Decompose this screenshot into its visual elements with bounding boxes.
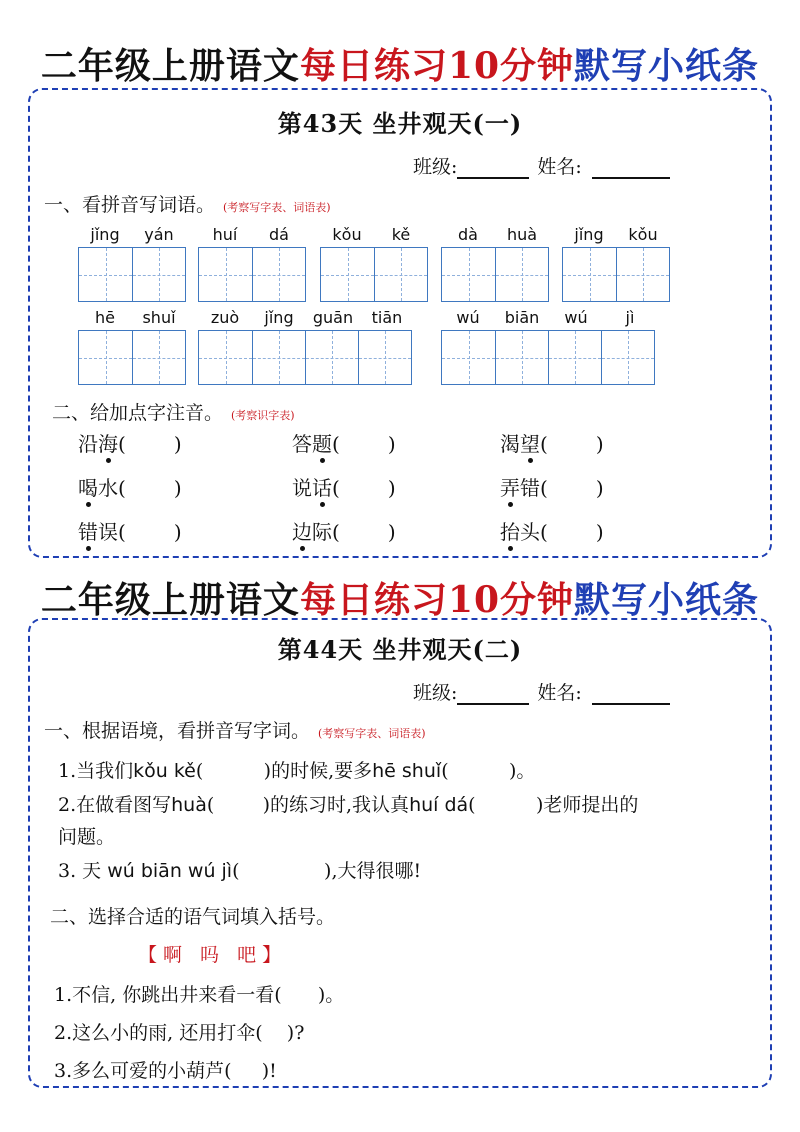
sentence-text: 3. 天 xyxy=(58,860,108,882)
pinyin-word-group xyxy=(320,225,428,305)
writing-cell[interactable] xyxy=(132,248,185,301)
writing-cells xyxy=(198,247,306,302)
pinyin-word-group xyxy=(78,308,186,388)
writing-cells xyxy=(441,330,655,385)
sentence-text: ( )老师提出的 xyxy=(468,794,639,816)
section-note: (考察写字表、词语表) xyxy=(318,727,426,740)
word-char: 际( xyxy=(312,520,340,544)
writing-cells xyxy=(78,330,186,385)
sentence-text: ( ),大得很哪! xyxy=(232,860,422,882)
pinyin-syllable: jǐng xyxy=(90,225,120,244)
word-char: ( xyxy=(118,432,126,456)
day44-section2-heading: 二、选择合适的语气词填入括号。 xyxy=(50,906,336,928)
banner-daily: 每日练习10分钟 xyxy=(299,45,575,87)
particle-options: 【啊 吗 吧】 xyxy=(138,944,288,966)
sentence-text: ( )。 xyxy=(441,760,536,782)
word-char: 答 xyxy=(292,432,312,456)
pinyin-prompt: kǒu kě xyxy=(133,760,196,782)
pinyin-word-group xyxy=(441,308,657,388)
pinyin-syllable: huí xyxy=(212,225,238,244)
writing-cell[interactable] xyxy=(374,248,427,301)
name-blank[interactable] xyxy=(592,157,670,179)
class-label: 班级: xyxy=(413,156,458,178)
banner-dictation: 默写小纸条 xyxy=(574,579,760,621)
bracket-close: ) xyxy=(595,476,604,500)
fill-sentence-2-continued: 问题。 xyxy=(58,826,116,848)
dotted-word-item[interactable] xyxy=(78,428,182,457)
particle-sentence-3[interactable]: 3.多么可爱的小葫芦( )! xyxy=(54,1060,277,1082)
word-char: 水( xyxy=(98,476,126,500)
dotted-word-item[interactable] xyxy=(292,472,396,501)
pinyin-prompt: wú biān wú jì xyxy=(107,860,233,882)
dotted-char: 喝 xyxy=(78,472,98,501)
word-char: 误( xyxy=(98,520,126,544)
name-label: 姓名: xyxy=(537,682,582,704)
word-char: ( xyxy=(540,432,548,456)
word-char: ( xyxy=(332,432,340,456)
pinyin-syllable: huà xyxy=(506,225,538,244)
writing-cell[interactable] xyxy=(442,331,495,384)
worksheet-banner xyxy=(0,38,800,89)
dotted-word-item[interactable] xyxy=(500,516,604,545)
pinyin-syllable: kě xyxy=(391,225,411,244)
section-heading: 一、看拼音写词语。 xyxy=(44,194,216,216)
pinyin-syllable: biān xyxy=(504,308,540,327)
writing-cell[interactable] xyxy=(495,331,548,384)
dotted-word-item[interactable] xyxy=(78,472,182,501)
writing-cell[interactable] xyxy=(199,248,252,301)
pinyin-word-group xyxy=(78,225,186,305)
word-char: 沿 xyxy=(78,432,98,456)
writing-cell[interactable] xyxy=(132,331,185,384)
sentence-text: 1.当我们 xyxy=(58,760,134,782)
dotted-word-item[interactable] xyxy=(500,428,604,457)
dotted-word-item[interactable] xyxy=(292,516,396,545)
pinyin-prompt: hē shuǐ xyxy=(372,760,442,782)
bracket-close: ) xyxy=(387,476,396,500)
dotted-char: 弄 xyxy=(500,472,520,501)
name-label: 姓名: xyxy=(537,156,582,178)
pinyin-syllable: shuǐ xyxy=(142,308,176,327)
section-note: (考察写字表、词语表) xyxy=(223,201,331,214)
pinyin-syllable: dá xyxy=(269,225,289,244)
writing-cell[interactable] xyxy=(442,248,495,301)
bracket-close: ) xyxy=(173,476,182,500)
banner-grade: 二年级上册语文 xyxy=(40,45,300,87)
particle-sentence-2[interactable]: 2.这么小的雨, 还用打伞( )? xyxy=(54,1022,305,1044)
worksheet-banner-2 xyxy=(0,572,800,623)
day43-section2-heading xyxy=(52,398,295,425)
writing-cells xyxy=(198,330,412,385)
writing-cell[interactable] xyxy=(252,248,305,301)
word-char: 头( xyxy=(520,520,548,544)
particle-sentence-1[interactable]: 1.不信, 你跳出井来看一看( )。 xyxy=(54,984,345,1006)
class-blank[interactable] xyxy=(457,157,529,179)
writing-cells xyxy=(78,247,186,302)
class-label: 班级: xyxy=(413,682,458,704)
section-note: (考察识字表) xyxy=(231,409,295,422)
dotted-word-item[interactable] xyxy=(500,472,604,501)
writing-cell[interactable] xyxy=(548,331,601,384)
writing-cell[interactable] xyxy=(79,248,132,301)
day44-section1-heading xyxy=(44,716,426,743)
pinyin-word-group xyxy=(198,225,306,305)
bracket-close: ) xyxy=(173,520,182,544)
pinyin-syllable: hē xyxy=(95,308,115,327)
writing-cell[interactable] xyxy=(563,248,616,301)
writing-cell[interactable] xyxy=(252,331,305,384)
word-char: ( xyxy=(332,476,340,500)
dotted-char: 海 xyxy=(98,428,118,457)
dotted-word-item[interactable] xyxy=(78,516,182,545)
banner-grade: 二年级上册语文 xyxy=(40,579,300,621)
pinyin-prompt: huí dá xyxy=(409,794,469,816)
writing-cells xyxy=(562,247,670,302)
pinyin-word-group xyxy=(198,308,414,388)
pinyin-syllable: guān xyxy=(312,308,354,327)
section-heading: 二、给加点字注音。 xyxy=(52,402,224,424)
word-char: 错( xyxy=(520,476,548,500)
pinyin-syllable: jì xyxy=(625,308,635,327)
dotted-char: 抬 xyxy=(500,516,520,545)
dotted-char: 话 xyxy=(312,472,332,501)
dotted-char: 题 xyxy=(312,428,332,457)
pinyin-syllable: jǐng xyxy=(264,308,294,327)
bracket-close: ) xyxy=(387,520,396,544)
writing-cell[interactable] xyxy=(79,331,132,384)
word-char: 渴 xyxy=(500,432,520,456)
dotted-char: 望 xyxy=(520,428,540,457)
day44-title: 第44天 坐井观天(二) xyxy=(277,635,523,664)
bracket-close: ) xyxy=(387,432,396,456)
bracket-close: ) xyxy=(173,432,182,456)
dotted-word-item[interactable] xyxy=(292,428,396,457)
pinyin-syllable: wú xyxy=(564,308,588,327)
sentence-text: 2.在做看图写 xyxy=(58,794,172,816)
bracket-close: ) xyxy=(595,520,604,544)
writing-cell[interactable] xyxy=(358,331,411,384)
day44-class-name-row xyxy=(413,678,670,705)
fill-sentence-1[interactable] xyxy=(58,756,535,783)
pinyin-syllable: dà xyxy=(458,225,478,244)
writing-cell[interactable] xyxy=(305,331,358,384)
writing-cell[interactable] xyxy=(495,248,548,301)
section-heading: 一、根据语境，看拼音写字词。 xyxy=(44,720,311,742)
banner-daily: 每日练习10分钟 xyxy=(299,579,575,621)
pinyin-syllable: yán xyxy=(144,225,174,244)
day43-class-name-row xyxy=(413,152,670,179)
sentence-text: ( )的练习时,我认真 xyxy=(206,794,410,816)
day43-title: 第43天 坐井观天(一) xyxy=(277,109,523,138)
pinyin-syllable: wú xyxy=(456,308,480,327)
sentence-text: ( )的时候,要多 xyxy=(195,760,373,782)
banner-dictation: 默写小纸条 xyxy=(574,45,760,87)
class-blank[interactable] xyxy=(457,683,529,705)
writing-cell[interactable] xyxy=(199,331,252,384)
pinyin-syllable: zuò xyxy=(210,308,240,327)
fill-sentence-2[interactable] xyxy=(58,790,638,817)
writing-cell[interactable] xyxy=(321,248,374,301)
writing-cell[interactable] xyxy=(616,248,669,301)
pinyin-syllable: jǐng xyxy=(574,225,604,244)
word-char: 说 xyxy=(292,476,312,500)
dotted-char: 边 xyxy=(292,516,312,545)
fill-sentence-3[interactable] xyxy=(58,856,421,883)
pinyin-word-group xyxy=(441,225,549,305)
name-blank[interactable] xyxy=(592,683,670,705)
pinyin-word-group xyxy=(562,225,670,305)
pinyin-prompt: huà xyxy=(171,794,207,816)
pinyin-syllable: tiān xyxy=(371,308,403,327)
writing-cell[interactable] xyxy=(601,331,654,384)
pinyin-syllable: kǒu xyxy=(332,225,362,244)
dotted-char: 错 xyxy=(78,516,98,545)
day43-section1-heading xyxy=(44,190,331,217)
pinyin-syllable: kǒu xyxy=(628,225,658,244)
writing-cells xyxy=(320,247,428,302)
writing-cells xyxy=(441,247,549,302)
bracket-close: ) xyxy=(595,432,604,456)
